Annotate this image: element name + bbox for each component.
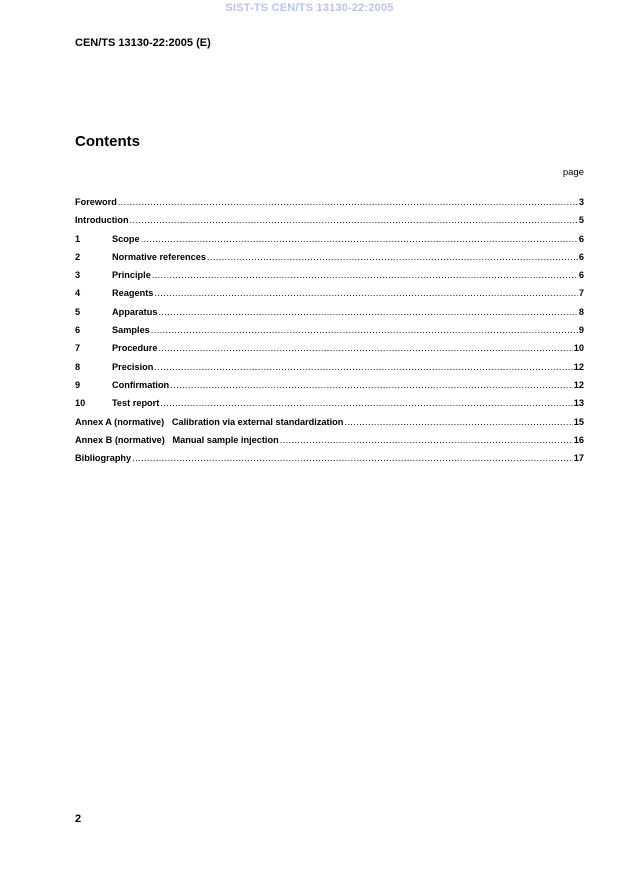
toc-entry-confirmation[interactable] [75,380,584,398]
toc-entry-page: 3 [578,197,584,207]
toc-entry-title: Foreword [75,197,117,207]
toc-entry-number: 10 [75,398,86,409]
toc-leader-dots [151,325,578,335]
toc-entry-page: 15 [573,416,584,427]
toc-entry-scope[interactable] [75,234,584,252]
toc-entry-procedure[interactable] [75,343,584,361]
table-of-contents [75,197,584,471]
toc-entry-bibliography[interactable] [75,453,584,471]
toc-entry-page: 6 [578,251,584,262]
toc-entry-number: 5 [75,306,81,317]
toc-leader-dots [152,270,578,280]
toc-entry-title: Samples [112,325,150,336]
watermark: SIST-TS CEN/TS 13130-22:2005 [225,2,394,14]
toc-entry-title: Annex B (normative) Manual sample injection [75,434,279,445]
toc-entry-title: Scope [112,233,140,244]
toc-leader-dots [207,252,578,262]
toc-leader-dots [158,307,577,317]
toc-entry-number: 6 [75,325,81,336]
toc-entry-annex-b[interactable] [75,435,584,453]
toc-entry-number: 7 [75,343,81,354]
toc-entry-test-report[interactable] [75,398,584,416]
toc-entry-number: 2 [75,251,81,262]
toc-entry-title: Reagents [112,288,154,299]
toc-entry-page: 12 [573,379,584,390]
document-id: CEN/TS 13130-22:2005 (E) [75,37,211,49]
toc-entry-title: Procedure [112,343,158,354]
toc-entry-title: Annex A (normative) Calibration via external standardization [75,416,344,427]
toc-leader-dots [118,197,578,207]
toc-entry-page: 7 [578,288,584,299]
toc-entry-page: 16 [573,434,584,445]
toc-entry-reagents[interactable] [75,288,584,306]
toc-entry-apparatus[interactable] [75,307,584,325]
toc-entry-page: 13 [573,398,584,409]
toc-leader-dots [344,417,572,427]
toc-leader-dots [130,215,578,225]
toc-leader-dots [280,435,573,445]
toc-entry-principle[interactable] [75,270,584,288]
toc-entry-title: Apparatus [112,306,158,317]
toc-entry-title: Confirmation [112,379,170,390]
toc-entry-number: 3 [75,270,81,281]
page-column-label: page [562,167,584,178]
toc-leader-dots [132,453,573,463]
toc-entry-title: Principle [112,270,151,281]
toc-entry-page: 5 [578,215,584,226]
toc-entry-foreword[interactable] [75,197,584,215]
toc-leader-dots [170,380,573,390]
toc-entry-samples[interactable] [75,325,584,343]
toc-leader-dots [154,288,578,298]
toc-entry-number: 4 [75,288,81,299]
toc-entry-title: Bibliography [75,453,132,464]
toc-entry-number: 8 [75,361,81,372]
toc-entry-introduction[interactable] [75,215,584,233]
toc-leader-dots [154,362,572,372]
toc-leader-dots [158,343,572,353]
toc-entry-page: 6 [578,270,584,281]
toc-entry-page: 12 [573,361,584,372]
toc-entry-precision[interactable] [75,362,584,380]
toc-entry-page: 8 [578,306,584,317]
toc-entry-number: 1 [75,233,81,244]
toc-entry-annex-a[interactable] [75,417,584,435]
toc-entry-normative-references[interactable] [75,252,584,270]
toc-entry-page: 6 [578,233,584,244]
contents-heading: Contents [75,133,140,150]
toc-entry-title: Normative references [112,251,206,262]
toc-entry-number: 9 [75,379,81,390]
toc-entry-title: Precision [112,361,154,372]
page-number: 2 [75,813,82,825]
toc-leader-dots [141,234,578,244]
toc-entry-title: Introduction [75,215,129,226]
toc-entry-page: 9 [578,325,584,336]
toc-entry-title: Test report [112,398,160,409]
toc-entry-page: 17 [573,453,584,464]
toc-leader-dots [160,398,572,408]
toc-entry-page: 10 [573,343,584,354]
